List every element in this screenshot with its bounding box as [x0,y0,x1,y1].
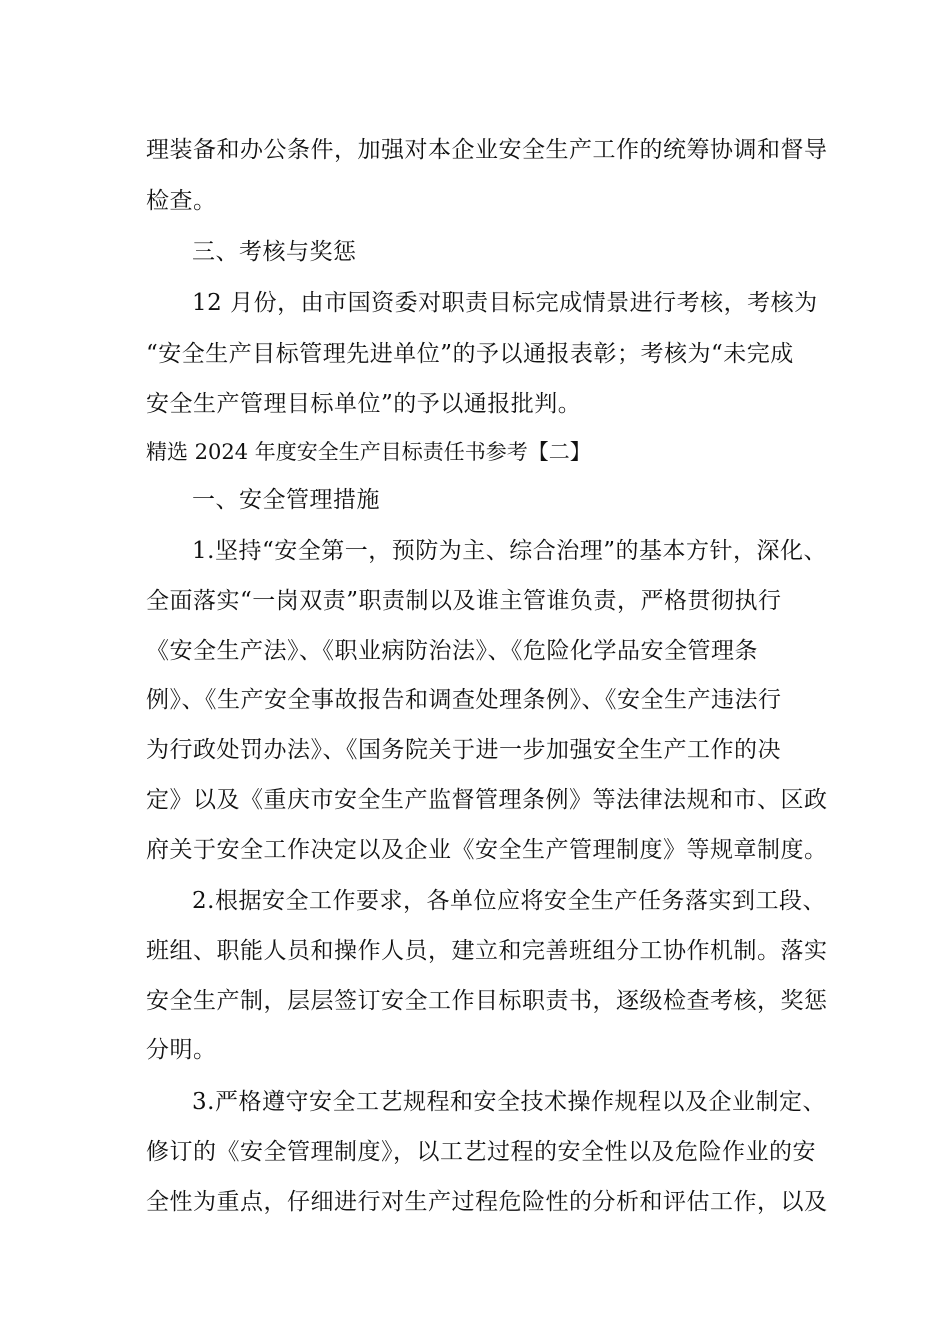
document-title: 精选 2024 年度安全生产目标责任书参考【二】 [146,440,591,464]
body-text-line: 2.根据安全工作要求，各单位应将安全生产任务落实到工段、 [192,888,826,914]
body-text-line: 全性为重点，仔细进行对生产过程危险性的分析和评估工作，以及 [146,1189,828,1215]
body-text-line: 全面落实“一岗双责”职责制以及谁主管谁负责，严格贯彻执行 [146,588,782,614]
body-text-line: 府关于安全工作决定以及企业《安全生产管理制度》等规章制度。 [146,837,828,863]
body-text-line: 修订的《安全管理制度》，以工艺过程的安全性以及危险作业的安 [146,1139,816,1165]
section-heading: 三、考核与奖惩 [192,239,357,265]
body-text-line: “安全生产目标管理先进单位”的予以通报表彰；考核为“未完成 [146,341,794,367]
body-text-line: 12 月份，由市国资委对职责目标完成情景进行考核，考核为 [192,290,818,316]
body-text-line: 分明。 [146,1037,217,1063]
body-text-line: 例》、《生产安全事故报告和调查处理条例》、《安全生产违法行 [146,687,782,713]
section-heading: 一、安全管理措施 [192,487,380,513]
body-text-line: 3.严格遵守安全工艺规程和安全技术操作规程以及企业制定、 [192,1089,826,1115]
body-text-line: 为行政处罚办法》、《国务院关于进一步加强安全生产工作的决 [146,737,781,763]
body-text-line: 理装备和办公条件，加强对本企业安全生产工作的统筹协调和督导 [146,137,828,163]
body-text-line: 1.坚持“安全第一，预防为主、综合治理”的基本方针，深化、 [192,538,827,564]
body-text-line: 检查。 [146,188,217,214]
body-text-line: 安全生产制，层层签订安全工作目标职责书，逐级检查考核，奖惩 [146,988,828,1014]
body-text-line: 班组、职能人员和操作人员，建立和完善班组分工协作机制。落实 [146,938,828,964]
body-text-line: 《安全生产法》、《职业病防治法》、《危险化学品安全管理条 [146,638,758,664]
body-text-line: 安全生产管理目标单位”的予以通报批判。 [146,391,582,417]
body-text-line: 定》以及《重庆市安全生产监督管理条例》等法律法规和市、区政 [146,787,828,813]
